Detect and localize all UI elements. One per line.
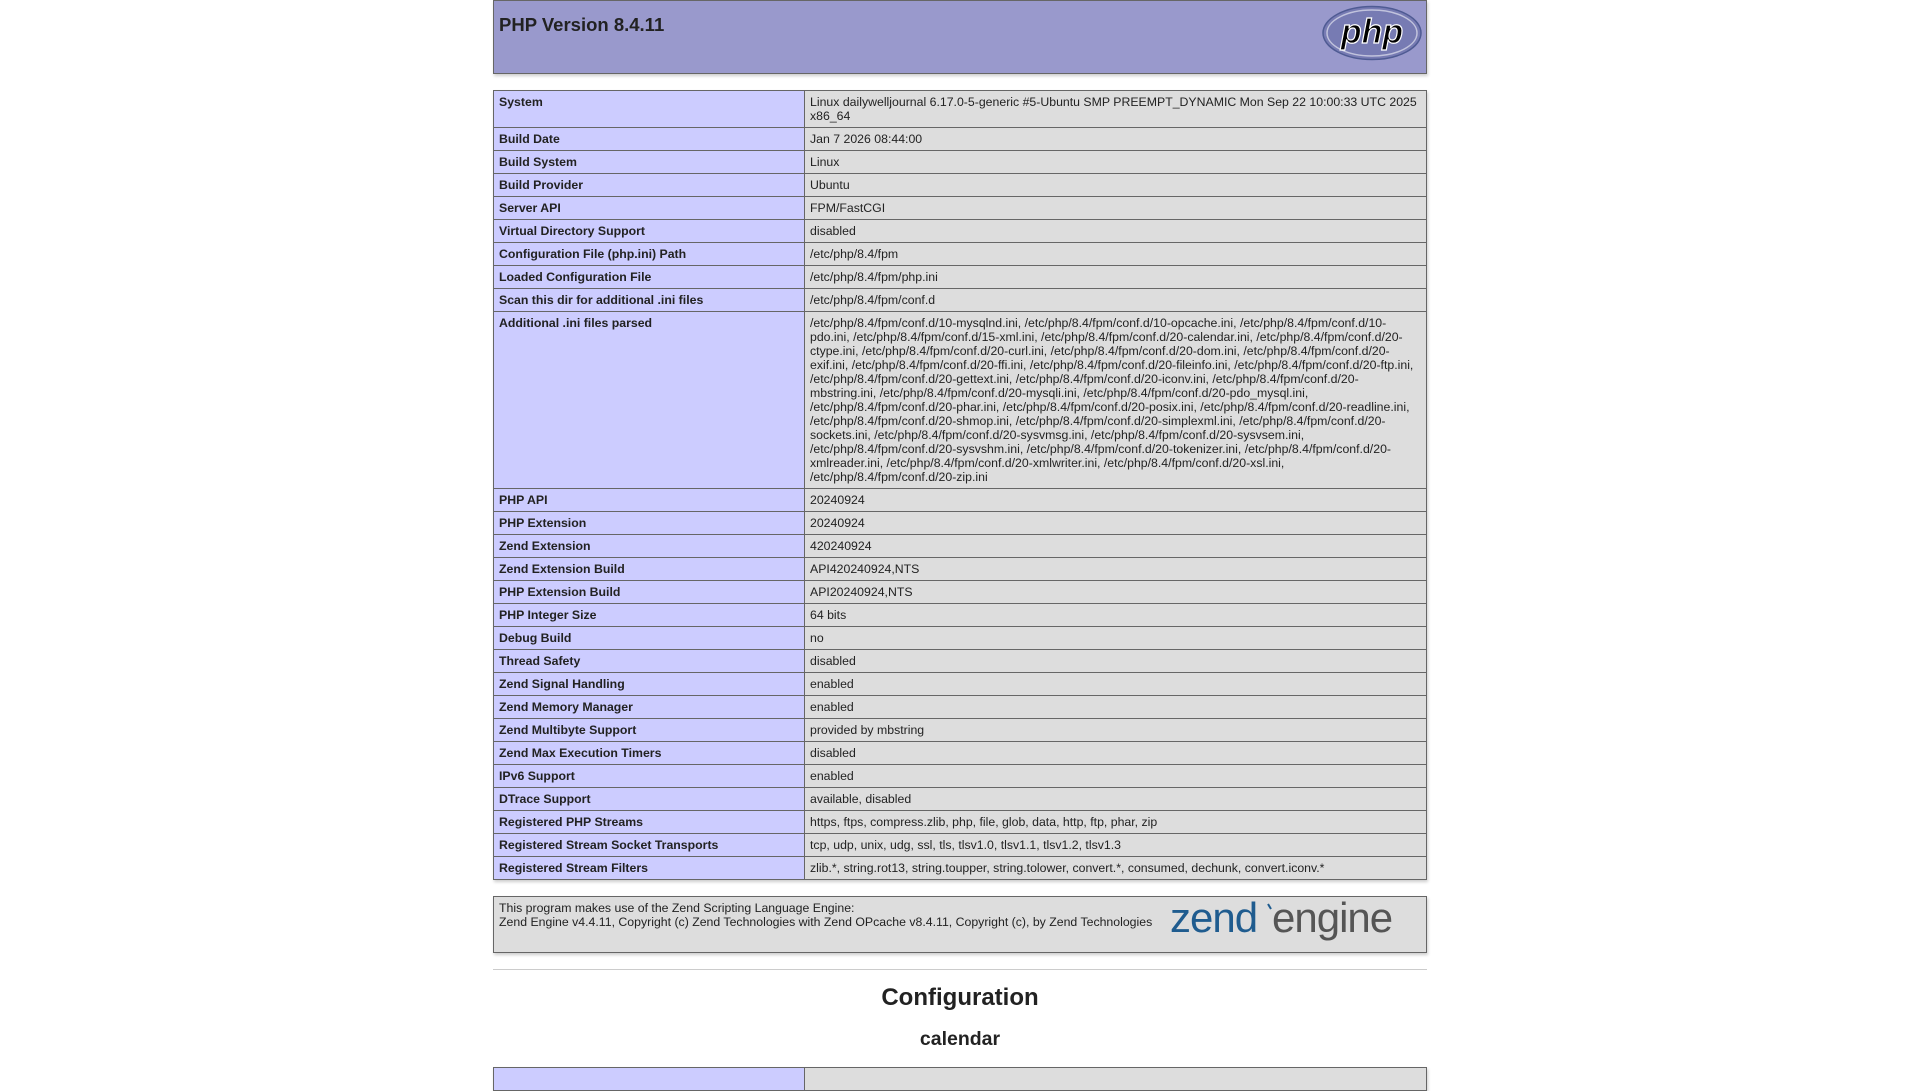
row-value: 420240924	[805, 535, 1427, 558]
php-logo-link[interactable]	[1322, 5, 1422, 64]
row-label: PHP Extension Build	[494, 581, 805, 604]
table-row	[494, 857, 1427, 880]
row-label: IPv6 Support	[494, 765, 805, 788]
row-label: Loaded Configuration File	[494, 266, 805, 289]
row-value: /etc/php/8.4/fpm	[805, 243, 1427, 266]
table-label-cell	[494, 1068, 805, 1091]
row-value: Jan 7 2026 08:44:00	[805, 128, 1427, 151]
row-value: enabled	[805, 696, 1427, 719]
row-value: available, disabled	[805, 788, 1427, 811]
row-value: Linux dailywelljournal 6.17.0-5-generic #5-Ubuntu SMP PREEMPT_DYNAMIC Mon Sep 22 10:00:33 UTC 2025 x86_64	[805, 91, 1427, 128]
row-label: System	[494, 91, 805, 128]
calendar-table	[493, 1067, 1427, 1091]
row-label: Zend Memory Manager	[494, 696, 805, 719]
table-row	[494, 197, 1427, 220]
row-value: FPM/FastCGI	[805, 197, 1427, 220]
system-info-table	[493, 90, 1427, 880]
row-value: API20240924,NTS	[805, 581, 1427, 604]
table-row	[494, 174, 1427, 197]
row-label: DTrace Support	[494, 788, 805, 811]
row-label: Build System	[494, 151, 805, 174]
table-row	[494, 765, 1427, 788]
row-value: zlib.*, string.rot13, string.toupper, string.tolower, convert.*, consumed, dechunk, convert.iconv.*	[805, 857, 1427, 880]
table-row	[494, 742, 1427, 765]
row-value: https, ftps, compress.zlib, php, file, glob, data, http, ftp, phar, zip	[805, 811, 1427, 834]
row-label: Scan this dir for additional .ini files	[494, 289, 805, 312]
zend-engine-cell	[494, 897, 1427, 953]
system-info-body	[494, 91, 1427, 880]
row-value: /etc/php/8.4/fpm/php.ini	[805, 266, 1427, 289]
row-value: provided by mbstring	[805, 719, 1427, 742]
table-row	[494, 581, 1427, 604]
table-row	[494, 696, 1427, 719]
row-label: Zend Signal Handling	[494, 673, 805, 696]
table-row	[494, 788, 1427, 811]
row-value: 64 bits	[805, 604, 1427, 627]
row-value: disabled	[805, 742, 1427, 765]
row-value: 20240924	[805, 489, 1427, 512]
table-value-cell	[805, 1068, 1427, 1091]
table-row	[494, 266, 1427, 289]
zend-engine-table	[493, 896, 1427, 953]
row-label: Zend Extension Build	[494, 558, 805, 581]
row-label: Configuration File (php.ini) Path	[494, 243, 805, 266]
version-header-table	[493, 0, 1427, 74]
zend-logo-mark	[1268, 904, 1271, 909]
row-label: Registered Stream Socket Transports	[494, 834, 805, 857]
table-row	[494, 673, 1427, 696]
row-value: no	[805, 627, 1427, 650]
row-value: Ubuntu	[805, 174, 1427, 197]
version-header-row	[494, 1, 1427, 74]
row-value: API420240924,NTS	[805, 558, 1427, 581]
table-row	[494, 128, 1427, 151]
zend-line-1: This program makes use of the Zend Scripting Language Engine:	[499, 901, 855, 915]
engine-logo-word: engine	[1272, 900, 1393, 941]
row-label: Additional .ini files parsed	[494, 312, 805, 489]
row-label: Zend Multibyte Support	[494, 719, 805, 742]
php-logo-icon	[1322, 5, 1422, 61]
zend-logo-word: zend	[1170, 900, 1258, 941]
table-row	[494, 1068, 1427, 1091]
row-label: Zend Max Execution Timers	[494, 742, 805, 765]
table-row	[494, 535, 1427, 558]
row-label: Build Date	[494, 128, 805, 151]
row-label: Debug Build	[494, 627, 805, 650]
page-title: PHP Version 8.4.11	[499, 14, 665, 35]
row-value: /etc/php/8.4/fpm/conf.d/10-mysqlnd.ini, /etc/php/8.4/fpm/conf.d/10-opcache.ini, /etc/php/8.4/fpm/conf.d/10-pdo.ini, /etc/php/8.4/fpm/conf.d/15-xml.ini, /etc/php/8.4/fpm/conf.d/20-calendar.ini, /etc/php/8.4/fpm/conf.d/20-ctype.ini, /etc/php/8.4/fpm/conf.d/20-curl.ini, /etc/php/8.4/fpm/conf.d/20-dom.ini, /etc/php/8.4/fpm/conf.d/20-exif.ini, /etc/php/8.4/fpm/conf.d/20-ffi.ini, /etc/php/8.4/fpm/conf.d/20-fileinfo.ini, /etc/php/8.4/fpm/conf.d/20-ftp.ini, /etc/php/8.4/fpm/conf.d/20-gettext.ini, /etc/php/8.4/fpm/conf.d/20-iconv.ini, /etc/php/8.4/fpm/conf.d/20-mbstring.ini, /etc/php/8.4/fpm/conf.d/20-mysqli.ini, /etc/php/8.4/fpm/conf.d/20-pdo_mysql.ini, /etc/php/8.4/fpm/conf.d/20-phar.ini, /etc/php/8.4/fpm/conf.d/20-posix.ini, /etc/php/8.4/fpm/conf.d/20-readline.ini, /etc/php/8.4/fpm/conf.d/20-shmop.ini, /etc/php/8.4/fpm/conf.d/20-simplexml.ini, /etc/php/8.4/fpm/conf.d/20-sockets.ini, /etc/php/8.4/fpm/conf.d/20-sysvmsg.ini, /etc/php/8.4/fpm/conf.d/20-sysvsem.ini, /etc/php/8.4/fpm/conf.d/20-sysvshm.ini, /etc/php/8.4/fpm/conf.d/20-tokenizer.ini, /etc/php/8.4/fpm/conf.d/20-xmlreader.ini, /etc/php/8.4/fpm/conf.d/20-xmlwriter.ini, /etc/php/8.4/fpm/conf.d/20-xsl.ini, /etc/php/8.4/fpm/conf.d/20-zip.ini	[805, 312, 1427, 489]
row-label: PHP API	[494, 489, 805, 512]
configuration-heading: Configuration	[881, 984, 1039, 1011]
row-label: PHP Extension	[494, 512, 805, 535]
row-label: Virtual Directory Support	[494, 220, 805, 243]
table-row	[494, 604, 1427, 627]
table-row	[494, 91, 1427, 128]
zend-engine-row	[494, 897, 1427, 953]
table-row	[494, 512, 1427, 535]
php-logo-text: php	[1340, 13, 1404, 51]
row-value: Linux	[805, 151, 1427, 174]
zend-engine-logo-link[interactable]	[1170, 900, 1422, 949]
table-row	[494, 243, 1427, 266]
phpinfo-page	[493, 0, 1427, 1091]
row-label: Thread Safety	[494, 650, 805, 673]
row-value: tcp, udp, unix, udg, ssl, tls, tlsv1.0, tlsv1.1, tlsv1.2, tlsv1.3	[805, 834, 1427, 857]
row-value: /etc/php/8.4/fpm/conf.d	[805, 289, 1427, 312]
version-header-cell	[494, 1, 1427, 74]
row-label: Zend Extension	[494, 535, 805, 558]
table-row	[494, 719, 1427, 742]
table-row	[494, 627, 1427, 650]
zend-engine-logo-icon	[1170, 900, 1422, 946]
row-label: Registered PHP Streams	[494, 811, 805, 834]
row-value: 20240924	[805, 512, 1427, 535]
table-row	[494, 220, 1427, 243]
row-value: enabled	[805, 673, 1427, 696]
row-value: enabled	[805, 765, 1427, 788]
table-row	[494, 834, 1427, 857]
row-label: Registered Stream Filters	[494, 857, 805, 880]
table-row	[494, 151, 1427, 174]
row-label: Build Provider	[494, 174, 805, 197]
row-value: disabled	[805, 220, 1427, 243]
table-row	[494, 811, 1427, 834]
table-row	[494, 489, 1427, 512]
section-divider	[493, 969, 1427, 970]
table-row	[494, 558, 1427, 581]
table-row	[494, 650, 1427, 673]
zend-line-2: Zend Engine v4.4.11, Copyright (c) Zend Technologies with Zend OPcache v8.4.11, Copyright (c), by Zend Technologies	[499, 915, 1153, 929]
row-label: PHP Integer Size	[494, 604, 805, 627]
row-value: disabled	[805, 650, 1427, 673]
module-heading-calendar: calendar	[919, 1028, 1001, 1050]
table-row	[494, 289, 1427, 312]
table-row	[494, 312, 1427, 489]
row-label: Server API	[494, 197, 805, 220]
